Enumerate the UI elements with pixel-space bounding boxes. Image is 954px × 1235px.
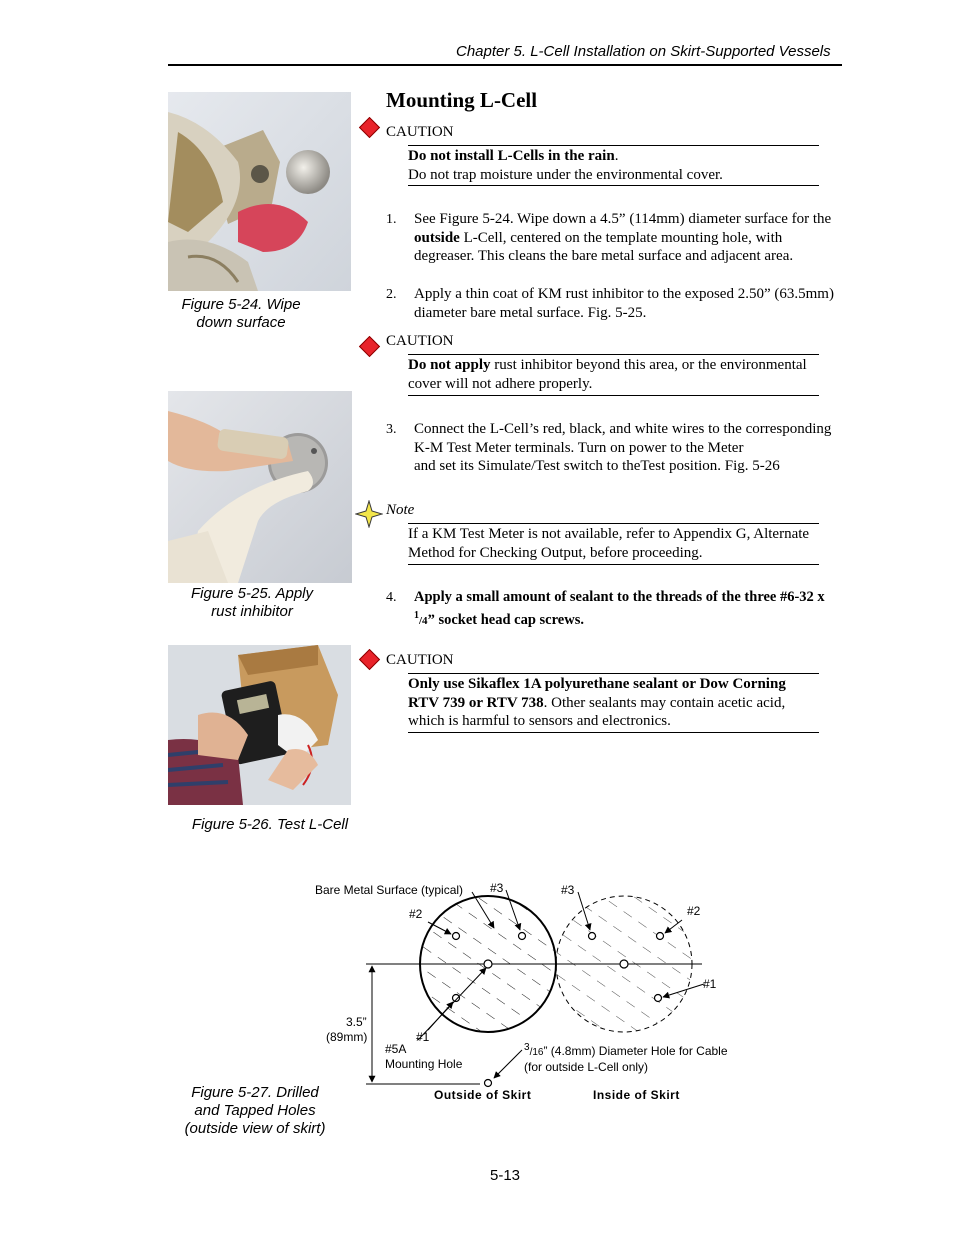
hole-1-left-label: #1 <box>416 1030 430 1044</box>
caution-1-rest: . <box>614 148 619 164</box>
caption-line: and Tapped Holes <box>194 1102 316 1119</box>
caption-line: Figure 5-26. Test L-Cell <box>191 816 349 833</box>
caution-3-bold: Only use Sikaflex 1A polyurethane sealant or Dow Corning <box>408 676 786 692</box>
caution-3-text <box>408 675 828 731</box>
hole-2-left <box>453 933 460 940</box>
fraction-denominator: /4 <box>419 614 428 627</box>
caution-label: CAUTION <box>386 333 454 349</box>
caution-3-bold: RTV 739 or RTV 738 <box>408 694 544 711</box>
hole-2-right-label: #2 <box>687 904 701 918</box>
note-line: If a KM Test Meter is not available, refer to Appendix G, Alternate <box>408 526 810 542</box>
caution-diamond-icon <box>359 336 380 357</box>
drilled-holes-diagram <box>330 860 730 1120</box>
section-title: Mounting L-Cell <box>386 88 538 112</box>
hole-2-left-label: #2 <box>409 907 423 921</box>
page-number: 5-13 <box>490 1167 521 1184</box>
cable-hole <box>485 1080 492 1087</box>
figure-5-26-caption <box>180 816 360 834</box>
photo-wipe-surface <box>168 92 351 291</box>
step-2-line: diameter bare metal surface. Fig. 5-25. <box>414 304 647 321</box>
step-4-rest: ” socket head cap screws. <box>427 611 584 628</box>
caution-2-rest: rust inhibitor beyond this area, or the environmental <box>490 357 807 373</box>
hole-1-right-label: #1 <box>703 977 717 991</box>
note-bottom-rule <box>408 564 819 565</box>
caution-bottom-rule <box>408 395 819 396</box>
step-3-line: and set its Simulate/Test switch to theTest position. Fig. 5-26 <box>414 458 780 474</box>
dimension-mm: (89mm) <box>326 1030 368 1044</box>
figure-5-25-caption <box>168 585 336 621</box>
caution-1-bold: Do not install L-Cells in the rain <box>408 148 615 164</box>
note-text <box>408 525 828 562</box>
step-1-bold: outside <box>414 229 460 246</box>
step-4-number: 4. <box>386 590 397 605</box>
caution-top-rule <box>408 673 819 674</box>
hole-center-right <box>620 960 628 968</box>
caution-2-text <box>408 356 828 393</box>
bare-metal-label: Bare Metal Surface (typical) <box>315 883 464 897</box>
hole-3-right <box>589 933 596 940</box>
photo-apply-rust-inhibitor <box>168 391 352 583</box>
caution-bottom-rule <box>408 732 819 733</box>
caption-line: Figure 5-24. Wipe <box>181 296 301 313</box>
step-1-rest: L-Cell, centered on the template mounting hole, with <box>459 229 783 246</box>
caution-label: CAUTION <box>386 124 454 140</box>
cable-hole-line: (for outside L-Cell only) <box>524 1060 649 1074</box>
caution-top-rule <box>408 354 819 355</box>
caption-line: Figure 5-27. Drilled <box>191 1084 319 1101</box>
mount-hole-line: Mounting Hole <box>385 1057 463 1071</box>
cable-hole-label <box>524 1040 728 1075</box>
step-1-line: See Figure 5-24. Wipe down a 4.5” (114mm) diameter surface for the <box>414 211 832 227</box>
figure-5-27-caption <box>170 1084 340 1138</box>
fraction-numerator: 3 <box>524 1042 530 1053</box>
caution-2-bold: Do not apply <box>408 357 491 373</box>
step-3-text <box>414 420 846 476</box>
caution-1-line: Do not trap moisture under the environmental cover. <box>408 166 723 183</box>
step-3-line: Connect the L-Cell’s red, black, and white wires to the corresponding <box>414 421 832 437</box>
caption-line: rust inhibitor <box>211 603 293 620</box>
mount-hole-line: #5A <box>385 1042 407 1056</box>
photo-test-l-cell <box>168 645 351 805</box>
note-label: Note <box>386 502 415 518</box>
caution-bottom-rule <box>408 185 819 186</box>
caution-3-line: which is harmful to sensors and electronics. <box>408 713 671 729</box>
step-1-line <box>414 229 844 248</box>
step-2-number: 2. <box>386 287 397 302</box>
outside-of-skirt-label: Outside of Skirt <box>434 1088 532 1102</box>
step-3-number: 3. <box>386 422 397 437</box>
hole-center-left <box>484 960 492 968</box>
fraction-denominator: /16 <box>529 1047 544 1058</box>
step-1-number: 1. <box>386 212 397 227</box>
caution-label: CAUTION <box>386 652 454 668</box>
caution-1-text <box>408 147 828 184</box>
caution-top-rule <box>408 145 819 146</box>
hole-3-left <box>519 933 526 940</box>
caution-diamond-icon <box>359 649 380 670</box>
hole-3-left-label: #3 <box>490 881 504 895</box>
caution-3-line <box>408 694 828 713</box>
step-2-line: Apply a thin coat of KM rust inhibitor to the exposed 2.50” (63.5mm) <box>414 286 834 302</box>
cable-hole-line <box>524 1040 728 1060</box>
step-4-text <box>414 588 844 630</box>
note-star-icon <box>355 500 383 528</box>
step-4-line: Apply a small amount of sealant to the threads of the three #6-32 x <box>414 589 825 605</box>
cable-hole-rest: ” (4.8mm) Diameter Hole for Cable <box>543 1044 728 1058</box>
dimension-value: 3.5” <box>346 1015 367 1029</box>
hole-2-right <box>657 933 664 940</box>
header-rule <box>168 64 842 66</box>
caution-2-line: cover will not adhere properly. <box>408 375 593 392</box>
chapter-header: Chapter 5. L-Cell Installation on Skirt-Supported Vessels <box>456 43 831 60</box>
step-3-line: K-M Test Meter terminals. Turn on power to the Meter <box>414 439 744 456</box>
caution-3-rest: . Other sealants may contain acetic acid, <box>543 694 786 711</box>
note-line: Method for Checking Output, before proceeding. <box>408 544 703 561</box>
caption-line: Figure 5-25. Apply <box>190 585 313 602</box>
caption-line: (outside view of skirt) <box>184 1120 326 1137</box>
caption-line: down surface <box>196 314 286 331</box>
step-4-line <box>414 607 844 630</box>
mount-hole-label <box>385 1042 462 1072</box>
caution-diamond-icon <box>359 117 380 138</box>
hole-3-right-label: #3 <box>561 883 575 897</box>
hole-1-right <box>655 995 662 1002</box>
caution-2-line <box>408 356 828 375</box>
step-1-text <box>414 210 844 266</box>
fraction-numerator: 1 <box>414 609 419 621</box>
leader-cable <box>494 1050 522 1078</box>
inside-of-skirt-label: Inside of Skirt <box>593 1088 680 1102</box>
note-top-rule <box>408 523 819 524</box>
caution-1-line <box>408 147 828 166</box>
step-1-line: degreaser. This cleans the bare metal surface and adjacent area. <box>414 248 794 264</box>
figure-5-24-caption <box>168 296 314 332</box>
step-2-text <box>414 285 844 322</box>
